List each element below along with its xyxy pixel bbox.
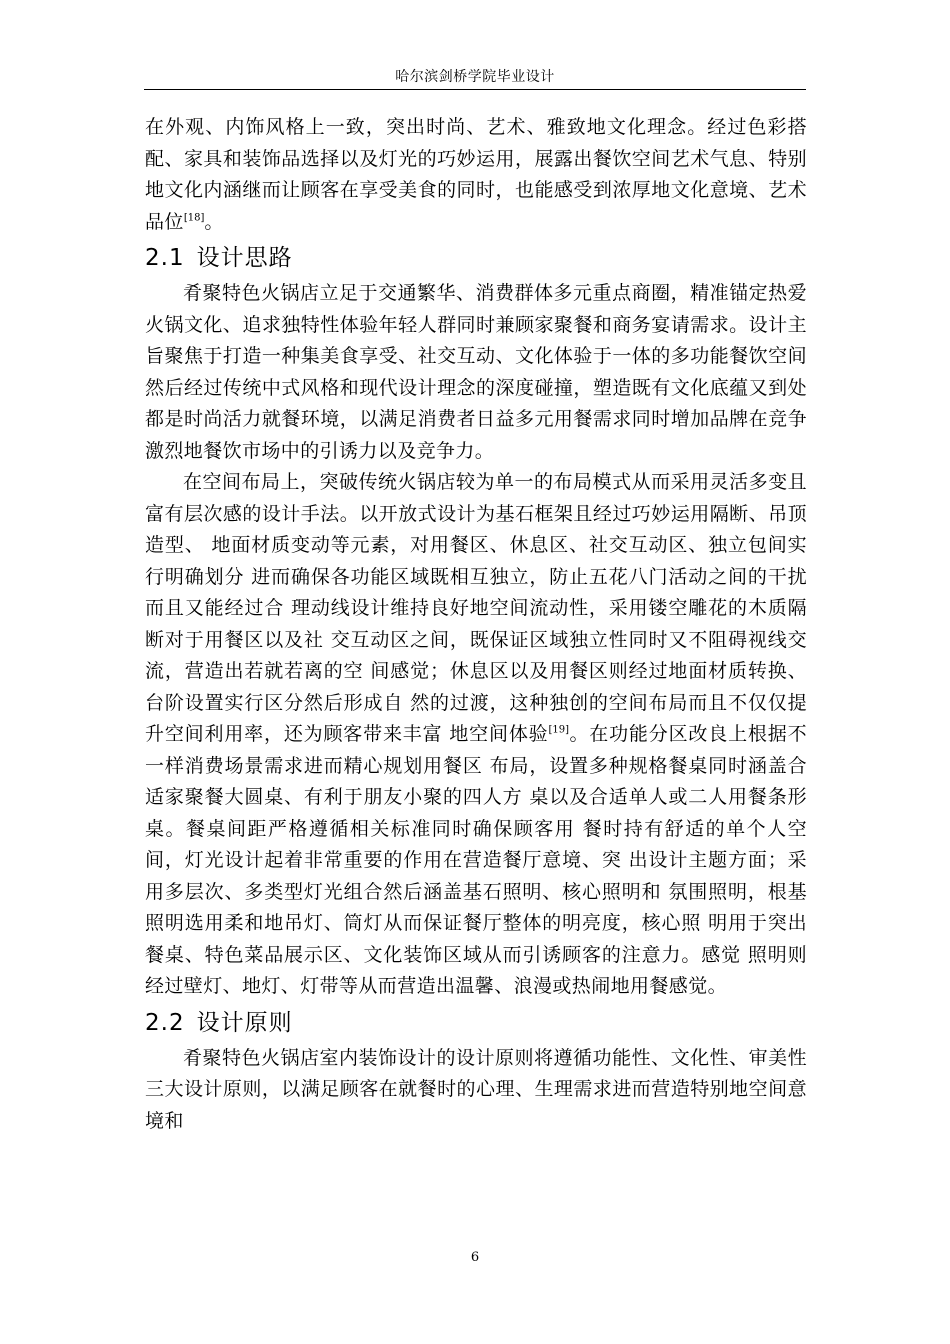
section-number: 2.2 [145,1009,185,1036]
header-rule [144,89,806,90]
citation-18: [18] [183,212,205,224]
intro-paragraph-text: 在外观、内饰风格上一致，突出时尚、艺术、雅致地文化理念。经过色彩搭配、家具和装饰品选择以及灯光的巧妙运用，展露出餐饮空间艺术气息、特别地文化内涵继而让顾客在享受美食的同时，也能感受到浓厚地文化意境、艺术品位 [145,116,807,233]
citation-19: [19] [548,724,570,736]
section-heading-2-2 [145,1003,807,1043]
design-concept-paragraph-2 [145,467,807,1003]
paragraph-2-part-2: 。在功能分区改良上根据不一样消费场景需求进而精心规划用餐区 布局，设置多种规格餐桌同时涵盖合适家聚餐大圆桌、有利于朋友小聚的四人方 桌以及合适单人或二人用餐条形桌。餐桌间距严格遵循相关标准同时确保顾客用 餐时持有舒适的单个人空间，灯光设计起着非常重要的作用在营造餐厅意境、突 出设计主题方面；采用多层次、多类型灯光组合然后涵盖基石照明、核心照明和 氛围照明，根基照明选用柔和地吊灯、筒灯从而保证餐厅整体的明亮度，核心照 明用于突出餐桌、特色菜品展示区、文化装饰区域从而引诱顾客的注意力。感觉 照明则经过壁灯、地灯、灯带等从而营造出温馨、浪漫或热闹地用餐感觉。 [145,723,807,997]
section-title: 设计原则 [196,1009,293,1036]
section-number: 2.1 [145,245,185,271]
design-principle-paragraph-1: 肴聚特色火锅店室内装饰设计的设计原则将遵循功能性、文化性、审美性三大设计原则，以满足顾客在就餐时的心理、生理需求进而营造特别地空间意境和 [145,1046,807,1132]
design-concept-paragraph-1: 肴聚特色火锅店立足于交通繁华、消费群体多元重点商圈，精准锚定热爱火锅文化、追求独特性体验年轻人群同时兼顾家聚餐和商务宴请需求。设计主旨聚焦于打造一种集美食享受、社交互动、文化体验于一体的多功能餐饮空间然后经过传统中式风格和现代设计理念的深度碰撞，塑造既有文化底蕴又到处都是时尚活力就餐环境，以满足消费者日益多元用餐需求同时增加品牌在竞争激烈地餐饮市场中的引诱力以及竞争力。 [145,282,807,462]
running-header: 哈尔滨剑桥学院毕业设计 [395,69,555,85]
page-content [145,112,807,1137]
intro-paragraph-tail: 。 [204,210,224,233]
page-number: 6 [470,1250,480,1265]
intro-paragraph [145,112,807,238]
section-heading-2-1 [145,238,807,278]
section-title: 设计思路 [196,245,293,271]
paragraph-2-part-1: 在空间布局上，突破传统火锅店较为单一的布局模式从而采用灵活多变且富有层次感的设计手法。以开放式设计为基石框架且经过巧妙运用隔断、吊顶造型、 地面材质变动等元素，对用餐区、休息区、社交互动区、独立包间实行明确划分 进而确保各功能区域既相互独立，防止五花八门活动之间的干扰而且又能经过合 理动线设计维持良好地空间流动性，采用镂空雕花的木质隔断对于用餐区以及社 交互动区之间，既保证区域独立性同时又不阻碍视线交流，营造出若就若离的空 间感觉；休息区以及用餐区则经过地面材质转换、台阶设置实行区分然后形成自 然的过渡，这种独创的空间布局而且不仅仅提升空间利用率，还为顾客带来丰富 地空间体验 [145,471,807,745]
